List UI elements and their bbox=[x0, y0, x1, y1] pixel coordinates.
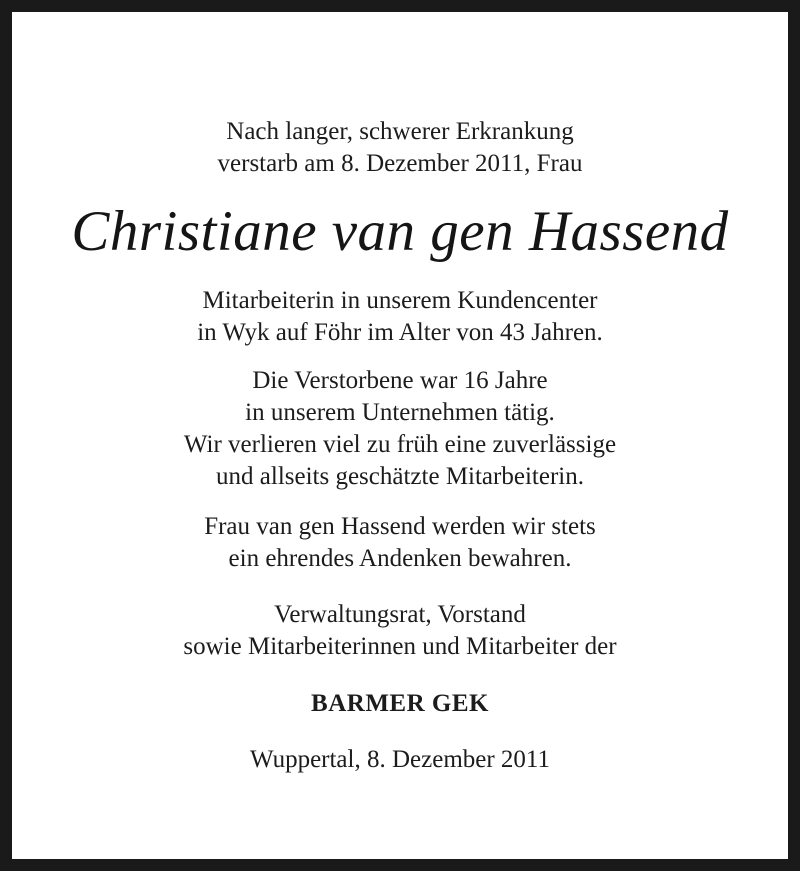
intro-line-2: verstarb am 8. Dezember 2011, Frau bbox=[217, 150, 583, 177]
tribute-line-1: Die Verstorbene war 16 Jahre bbox=[252, 367, 548, 394]
tribute-line-3: Wir verlieren viel zu früh eine zuverlässige bbox=[183, 431, 617, 458]
signatories-line-2: sowie Mitarbeiterinnen und Mitarbeiter der bbox=[183, 633, 617, 660]
company-name: BARMER GEK bbox=[311, 690, 489, 717]
tribute-line-4: und allseits geschätzte Mitarbeiterin. bbox=[216, 463, 584, 490]
place-date: Wuppertal, 8. Dezember 2011 bbox=[249, 746, 551, 773]
deceased-name: Christiane van gen Hassend bbox=[71, 200, 729, 263]
signatories-line-1: Verwaltungsrat, Vorstand bbox=[274, 601, 526, 628]
remembrance-line-2: ein ehrendes Andenken bewahren. bbox=[228, 545, 572, 572]
remembrance-line-1: Frau van gen Hassend werden wir stets bbox=[204, 513, 596, 540]
intro-line-1: Nach langer, schwerer Erkrankung bbox=[226, 118, 574, 145]
role-line-1: Mitarbeiterin in unserem Kundencenter bbox=[202, 287, 598, 314]
role-line-2: in Wyk auf Föhr im Alter von 43 Jahren. bbox=[197, 319, 603, 346]
tribute-line-2: in unserem Unternehmen tätig. bbox=[245, 399, 555, 426]
